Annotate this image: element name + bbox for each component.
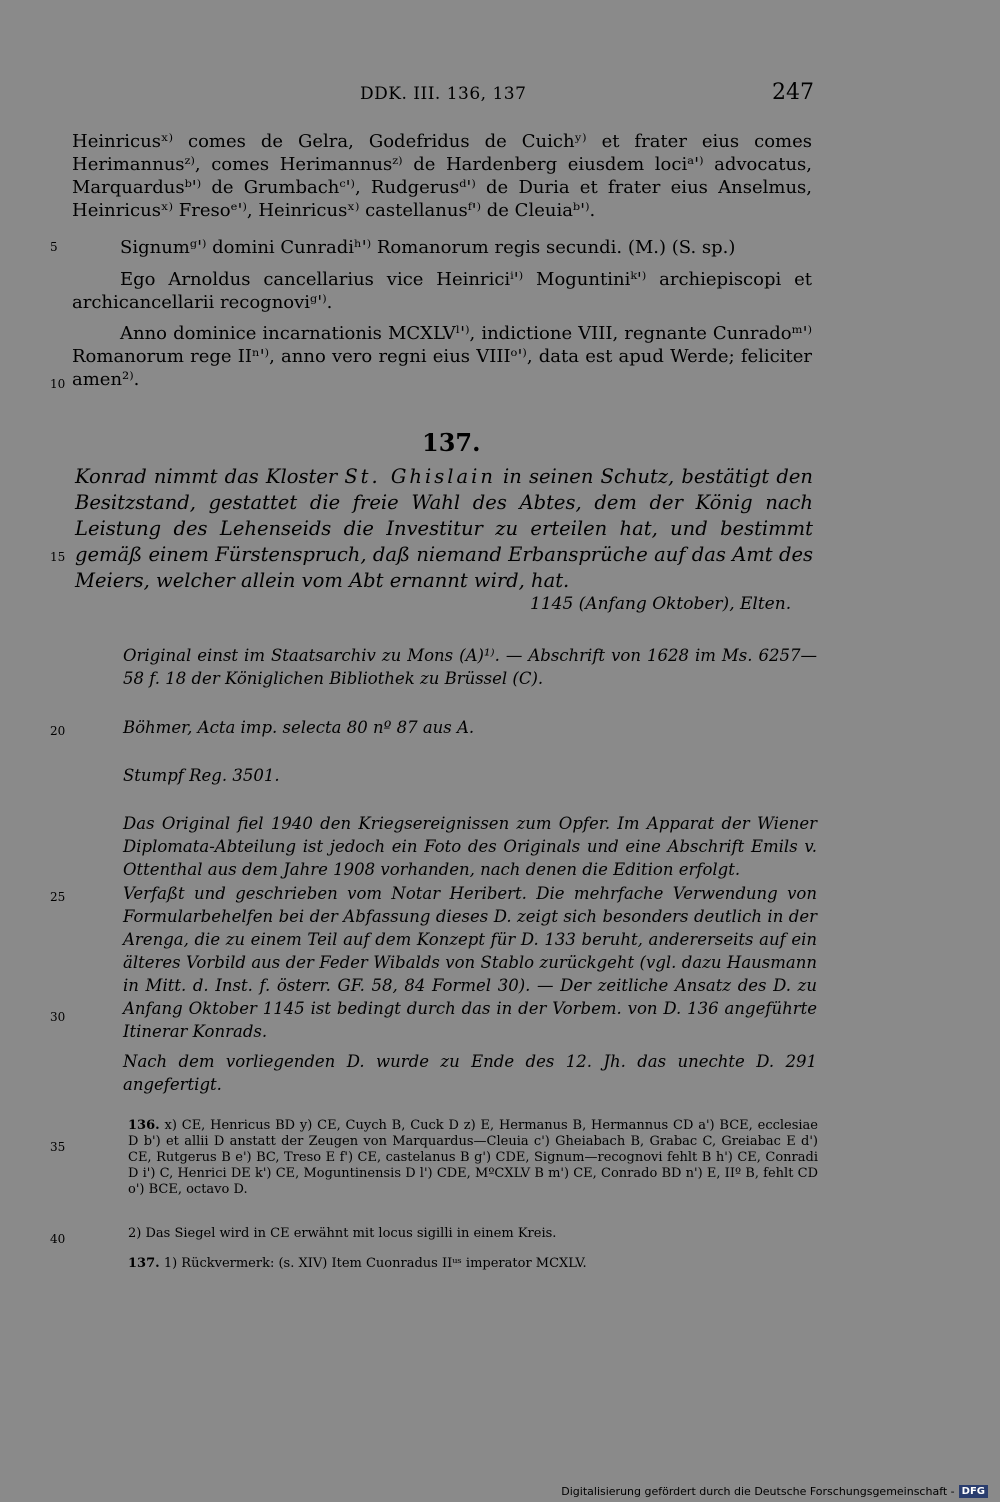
edition-note: Böhmer, Acta imp. selecta 80 nº 87 aus A.	[123, 718, 475, 737]
preliminary-note-1: Das Original fiel 1940 den Kriegsereignissen zum Opfer. Im Apparat der Wiener Diplomata-Abteilung ist jedoch ein Foto des Originals und eine Abschrift Emils v. Ottenthal aus dem Jahre 1908 vorhanden, nach denen die Edition erfolgt.	[123, 814, 817, 879]
line-number: 15	[50, 550, 66, 564]
line-number: 30	[50, 1010, 66, 1024]
dating-line: 1145 (Anfang Oktober), Elten.	[530, 594, 792, 614]
footnote-text-137: 1) Rückvermerk: (s. XIV) Item Cuonradus IIᵘˢ imperator MCXLV.	[163, 1256, 587, 1271]
page-number: 247	[772, 80, 814, 105]
footnotes-136	[128, 1118, 818, 1198]
line-number: 10	[50, 377, 66, 391]
line-number: 5	[50, 240, 58, 254]
line-number: 20	[50, 724, 66, 738]
tradition-note: Original einst im Staatsarchiv zu Mons (A)¹⁾. — Abschrift von 1628 im Ms. 6257—58 f. 18 der Königlichen Bibliothek zu Brüssel (C).	[123, 646, 817, 688]
footnote-label-136: 136.	[128, 1118, 160, 1133]
footnote-text-136: x) CE, Henricus BD y) CE, Cuych B, Cuck D z) E, Hermanus B, Hermannus CD a') BCE, ecclesiae D b') et allii D anstatt der Zeugen von Marquardus—Cleuia c') Gheiabach B, Grabac C, Greiabac E d') CE, Rutgerus B e') BC, Treso E f') CE, castelanus B g') CDE, Signum—recognovi fehlt B h') CE, Conradi D i') C, Henrici DE k') CE, Moguntinensis D l') CDE, MºCXLV B m') CE, Conrado BD n') E, IIº B, fehlt CD o') BCE, octavo D.	[128, 1118, 819, 1197]
regest	[75, 464, 813, 594]
footnote-label-137: 137.	[128, 1256, 160, 1271]
place-name-spaced: St. Ghislain	[344, 465, 496, 488]
regest-pre: Konrad nimmt das Kloster	[75, 465, 345, 488]
preliminary-note-2: Verfaßt und geschrieben vom Notar Heribert. Die mehrfache Verwendung von Formularbehelfen bei der Abfassung dieses D. zeigt sich besonders deutlich in der Arenga, die zu einem Teil auf dem Konzept für D. 133 beruht, andererseits auf ein älteres Vorbild aus der Feder Wibalds von Stablo zurückgeht (vgl. dazu Hausmann in Mitt. d. Inst. f. österr. GF. 58, 84 Formel 30). — Der zeitliche Ansatz des D. zu Anfang Oktober 1145 ist bedingt durch das in der Vorbem. von D. 136 angeführte Itinerar Konrads.	[123, 884, 817, 1041]
footnotes-137	[128, 1256, 818, 1272]
witness-list: Heinricusˣ⁾ comes de Gelra, Godefridus de Cuichʸ⁾ et frater eius comes Herimannusᶻ⁾, comes Herimannusᶻ⁾ de Hardenberg eiusdem lociᵃ'⁾ advocatus, Marquardusᵇ'⁾ de Grumbachᶜ'⁾, Rudgerusᵈ'⁾ de Duria et frater eius Anselmus, Heinricusˣ⁾ Fresoᵉ'⁾, Heinricusˣ⁾ castellanusᶠ'⁾ de Cleuiaᵇ'⁾.	[72, 131, 812, 221]
funding-credit	[561, 1485, 988, 1498]
datum-line: Anno dominice incarnationis MCXLVˡ'⁾, indictione VIII, regnante Cunradoᵐ'⁾ Romanorum rege IIⁿ'⁾, anno vero regni eius VIIIᵒ'⁾, data est apud Werde; feliciter amen²⁾.	[72, 323, 812, 390]
preliminary-note-3: Nach dem vorliegenden D. wurde zu Ende des 12. Jh. das unechte D. 291 angefertigt.	[123, 1052, 817, 1094]
signum-line: Signumᵍ'⁾ domini Cunradiʰ'⁾ Romanorum regis secundi. (M.) (S. sp.)	[120, 237, 736, 258]
footnote-136-2: 2) Das Siegel wird in CE erwähnt mit locus sigilli in einem Kreis.	[128, 1226, 557, 1241]
line-number: 35	[50, 1140, 66, 1154]
regest-post: in seinen Schutz, bestätigt den Besitzstand, gestattet die freie Wahl des Abtes, dem der König nach Leistung des Lehenseids die Investitur zu erteilen hat, und bestimmt gemäß einem Fürstenspruch, daß niemand Erbansprüche auf das Amt des Meiers, welcher allein vom Abt ernannt wird, hat.	[75, 465, 813, 592]
line-number: 40	[50, 1232, 66, 1246]
document-number: 137.	[422, 428, 481, 457]
line-number: 25	[50, 890, 66, 904]
credit-text: Digitalisierung gefördert durch die Deutsche Forschungsgemeinschaft -	[561, 1485, 955, 1498]
recognitio: Ego Arnoldus cancellarius vice Heinriciⁱ'⁾ Moguntiniᵏ'⁾ archiepiscopi et archicancellarii recognoviᵍ'⁾.	[72, 269, 812, 313]
dfg-logo: DFG	[959, 1485, 988, 1498]
regesta-note: Stumpf Reg. 3501.	[123, 766, 280, 785]
running-title: DDK. III. 136, 137	[360, 84, 527, 104]
